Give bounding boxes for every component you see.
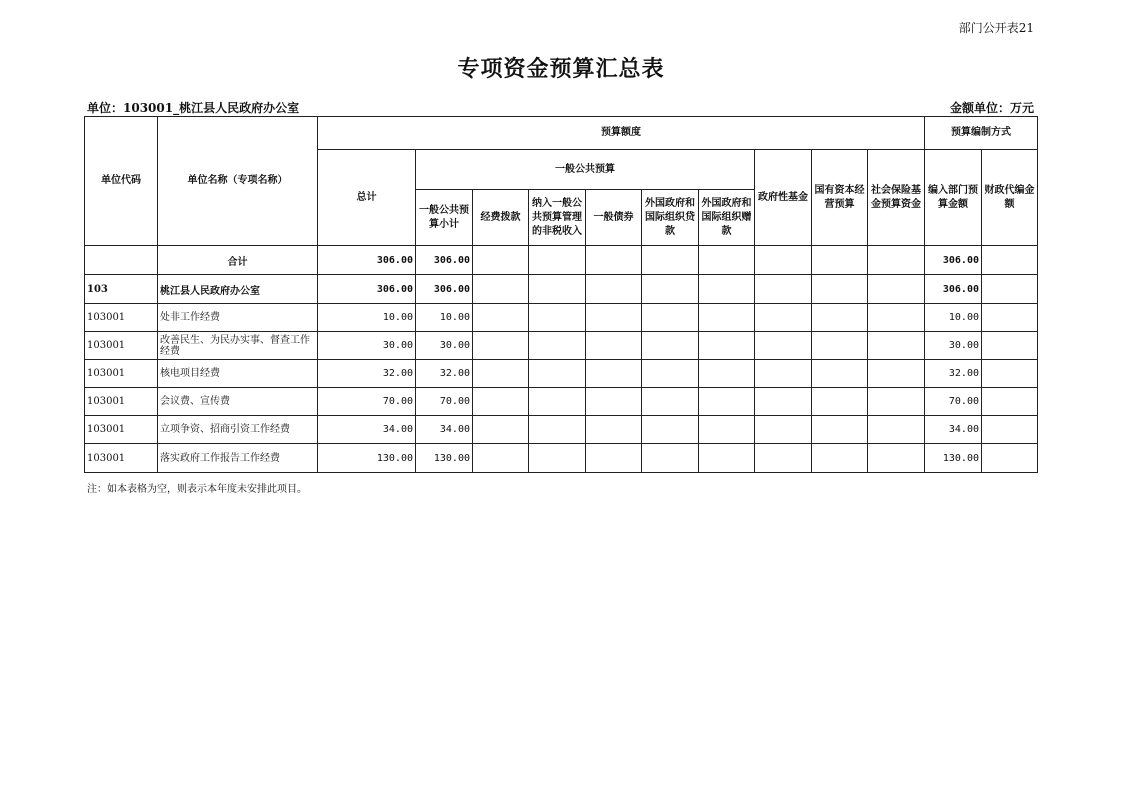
dept-budget-value: 30.00	[925, 332, 982, 360]
empty-cell	[529, 444, 586, 473]
empty-cell	[642, 360, 699, 388]
empty-cell	[755, 388, 812, 416]
empty-cell	[982, 388, 1038, 416]
subtotal-value: 10.00	[416, 304, 473, 332]
empty-cell	[699, 246, 755, 275]
empty-cell	[473, 388, 529, 416]
subtotal-value: 70.00	[416, 388, 473, 416]
empty-cell	[473, 304, 529, 332]
empty-cell	[473, 360, 529, 388]
empty-cell	[699, 332, 755, 360]
empty-cell	[529, 304, 586, 332]
header-gov-fund: 政府性基金	[755, 150, 812, 246]
empty-cell	[586, 332, 642, 360]
row-name: 会议费、宣传费	[158, 388, 318, 416]
row-code: 103001	[85, 360, 158, 388]
subtotal-value: 130.00	[416, 444, 473, 473]
empty-cell	[699, 416, 755, 444]
total-value: 30.00	[318, 332, 416, 360]
subtotal-value: 34.00	[416, 416, 473, 444]
empty-cell	[812, 416, 868, 444]
dept-budget-value: 32.00	[925, 360, 982, 388]
empty-cell	[586, 275, 642, 304]
empty-cell	[586, 360, 642, 388]
row-name: 立项争资、招商引资工作经费	[158, 416, 318, 444]
empty-cell	[812, 304, 868, 332]
header-dept-budget: 编入部门预算金额	[925, 150, 982, 246]
empty-cell	[982, 275, 1038, 304]
header-general-public-budget: 一般公共预算	[416, 150, 755, 190]
empty-cell	[529, 360, 586, 388]
empty-cell	[699, 444, 755, 473]
subtotal-value: 306.00	[416, 246, 473, 275]
row-code: 103001	[85, 304, 158, 332]
empty-cell	[586, 416, 642, 444]
empty-cell	[586, 246, 642, 275]
row-name: 核电项目经费	[158, 360, 318, 388]
empty-cell	[812, 444, 868, 473]
empty-cell	[586, 388, 642, 416]
empty-cell	[982, 246, 1038, 275]
table-row	[85, 304, 1038, 332]
total-value: 34.00	[318, 416, 416, 444]
page-title: 专项资金预算汇总表	[457, 56, 665, 82]
empty-cell	[473, 416, 529, 444]
empty-cell	[529, 275, 586, 304]
empty-cell	[868, 304, 925, 332]
empty-cell	[642, 246, 699, 275]
table-row	[85, 360, 1038, 388]
header-unit-code: 单位代码	[85, 117, 158, 246]
amount-unit-label: 金额单位：万元	[949, 101, 1034, 115]
header-non-tax-income: 纳入一般公共预算管理的非税收入	[529, 190, 586, 246]
subtotal-value: 306.00	[416, 275, 473, 304]
row-code: 103001	[85, 388, 158, 416]
header-prep-method: 预算编制方式	[925, 117, 1038, 150]
empty-cell	[982, 444, 1038, 473]
empty-cell	[755, 332, 812, 360]
empty-cell	[982, 304, 1038, 332]
row-name: 改善民生、为民办实事、督查工作经费	[158, 332, 318, 360]
budget-summary-table	[84, 116, 1038, 473]
empty-cell	[642, 416, 699, 444]
dept-budget-value: 34.00	[925, 416, 982, 444]
empty-cell	[755, 304, 812, 332]
empty-cell	[868, 246, 925, 275]
subtotal-value: 30.00	[416, 332, 473, 360]
group-name: 桃江县人民政府办公室	[158, 275, 318, 304]
empty-cell	[699, 275, 755, 304]
group-code: 103	[85, 275, 158, 304]
empty-cell	[529, 332, 586, 360]
empty-cell	[473, 444, 529, 473]
row-name: 处非工作经费	[158, 304, 318, 332]
empty-cell	[529, 388, 586, 416]
row-code: 103001	[85, 416, 158, 444]
empty-cell	[982, 360, 1038, 388]
header-fiscal-proxy: 财政代编金额	[982, 150, 1038, 246]
empty-cell	[868, 388, 925, 416]
total-value: 130.00	[318, 444, 416, 473]
empty-cell	[586, 304, 642, 332]
empty-cell	[982, 416, 1038, 444]
total-value: 10.00	[318, 304, 416, 332]
table-row	[85, 388, 1038, 416]
empty-cell	[699, 388, 755, 416]
empty-cell	[642, 444, 699, 473]
empty-cell	[868, 416, 925, 444]
header-foreign-grants: 外国政府和国际组织赠款	[699, 190, 755, 246]
row-code: 103001	[85, 332, 158, 360]
empty-cell	[586, 444, 642, 473]
header-foreign-loans: 外国政府和国际组织贷款	[642, 190, 699, 246]
header-unit-name: 单位名称（专项名称）	[158, 117, 318, 246]
empty-cell	[642, 332, 699, 360]
subtotal-value: 32.00	[416, 360, 473, 388]
header-state-capital: 国有资本经营预算	[812, 150, 868, 246]
total-value: 306.00	[318, 246, 416, 275]
total-value: 32.00	[318, 360, 416, 388]
empty-cell	[812, 246, 868, 275]
empty-cell	[812, 388, 868, 416]
empty-cell	[642, 275, 699, 304]
empty-cell	[642, 304, 699, 332]
empty-cell	[473, 332, 529, 360]
table-row	[85, 332, 1038, 360]
unit-label: 单位：103001_桃江县人民政府办公室	[87, 101, 300, 115]
row-name: 落实政府工作报告工作经费	[158, 444, 318, 473]
empty-cell	[755, 444, 812, 473]
empty-cell	[812, 332, 868, 360]
header-budget-amount: 预算额度	[318, 117, 925, 150]
dept-budget-value: 130.00	[925, 444, 982, 473]
empty-cell	[755, 275, 812, 304]
empty-cell	[699, 360, 755, 388]
empty-cell	[473, 246, 529, 275]
header-funding-allocation: 经费拨款	[473, 190, 529, 246]
footnote: 注：如本表格为空，则表示本年度未安排此项目。	[87, 484, 307, 495]
table-row	[85, 444, 1038, 473]
header-social-insurance: 社会保险基金预算资金	[868, 150, 925, 246]
empty-cell	[982, 332, 1038, 360]
empty-cell	[755, 246, 812, 275]
group-row	[85, 275, 1038, 304]
total-value: 306.00	[318, 275, 416, 304]
total-row	[85, 246, 1038, 275]
empty-cell	[868, 275, 925, 304]
dept-budget-value: 306.00	[925, 275, 982, 304]
empty-cell	[85, 246, 158, 275]
dept-budget-value: 70.00	[925, 388, 982, 416]
total-label: 合计	[158, 246, 318, 275]
empty-cell	[473, 275, 529, 304]
row-code: 103001	[85, 444, 158, 473]
dept-budget-value: 306.00	[925, 246, 982, 275]
header-general-bonds: 一般债券	[586, 190, 642, 246]
empty-cell	[812, 360, 868, 388]
empty-cell	[699, 304, 755, 332]
dept-budget-value: 10.00	[925, 304, 982, 332]
empty-cell	[868, 332, 925, 360]
table-row	[85, 416, 1038, 444]
empty-cell	[755, 416, 812, 444]
empty-cell	[868, 360, 925, 388]
total-value: 70.00	[318, 388, 416, 416]
empty-cell	[868, 444, 925, 473]
header-total: 总计	[318, 150, 416, 246]
empty-cell	[812, 275, 868, 304]
empty-cell	[642, 388, 699, 416]
header-gp-subtotal: 一般公共预算小计	[416, 190, 473, 246]
empty-cell	[529, 416, 586, 444]
table-number-label: 部门公开表21	[958, 21, 1034, 35]
empty-cell	[529, 246, 586, 275]
empty-cell	[755, 360, 812, 388]
